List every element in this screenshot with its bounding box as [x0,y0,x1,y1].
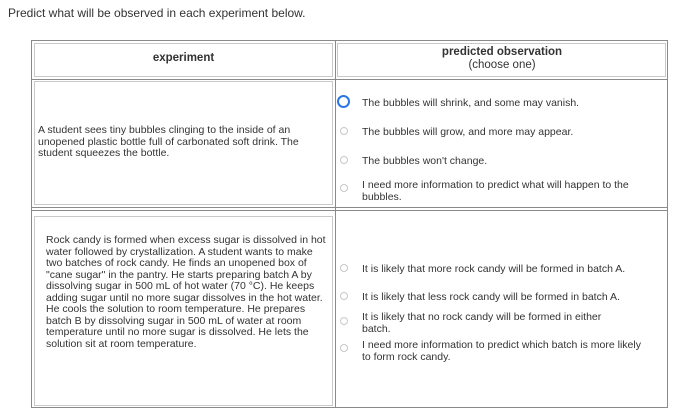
radio-button[interactable] [340,127,348,135]
prediction-table [31,40,668,408]
option-label: I need more information to predict what will happen to the bubbles. [362,179,629,203]
row-divider [32,207,667,208]
observation-header-title: predicted observation [441,46,563,58]
experiment-2-description: Rock candy is formed when excess sugar is dissolved in hot water followed by crystallization. A student wants to make two batches of rock candy. He finds an unopened box of "cane sugar" in the pantry. He starts preparing batch A by dissolving sugar in 500 mL of hot water (70 °C). He keeps adding sugar until no more sugar dissolves in the hot water. He cools the solution to room temperature. He prepares batch B by dissolving sugar in 500 mL of water at room temperature until no more sugar is dissolved. He lets the solution sit at room temperature. [46,234,326,350]
option-label: I need more information to predict which batch is more likely to form rock candy. [362,339,641,363]
row-divider [32,210,667,211]
header-divider [32,79,667,80]
observation-header-subtitle: (choose one) [468,59,536,71]
radio-button[interactable] [340,292,348,300]
option-label: It is likely that no rock candy will be formed in either batch. [362,311,602,335]
observation-column-header [336,46,668,72]
radio-button[interactable] [340,317,348,325]
option-label: The bubbles will grow, and more may appear. [362,126,574,138]
radio-button[interactable] [340,264,348,272]
option-label: It is likely that less rock candy will be formed in batch A. [362,291,620,303]
option-label: The bubbles won't change. [362,155,488,167]
radio-button[interactable] [340,344,348,352]
radio-button[interactable] [340,184,348,192]
option-label: It is likely that more rock candy will be formed in batch A. [362,263,626,275]
radio-button[interactable] [340,156,348,164]
experiment-1-description: A student sees tiny bubbles clinging to the inside of an unopened plastic bottle full of carbonated soft drink. The student squeezes the bottle. [38,124,299,159]
instructions-text: Predict what will be observed in each experiment below. [8,6,306,20]
radio-button-selected[interactable] [337,95,350,108]
experiment-column-header: experiment [152,52,215,64]
column-divider [335,41,336,407]
option-label: The bubbles will shrink, and some may vanish. [362,97,580,109]
